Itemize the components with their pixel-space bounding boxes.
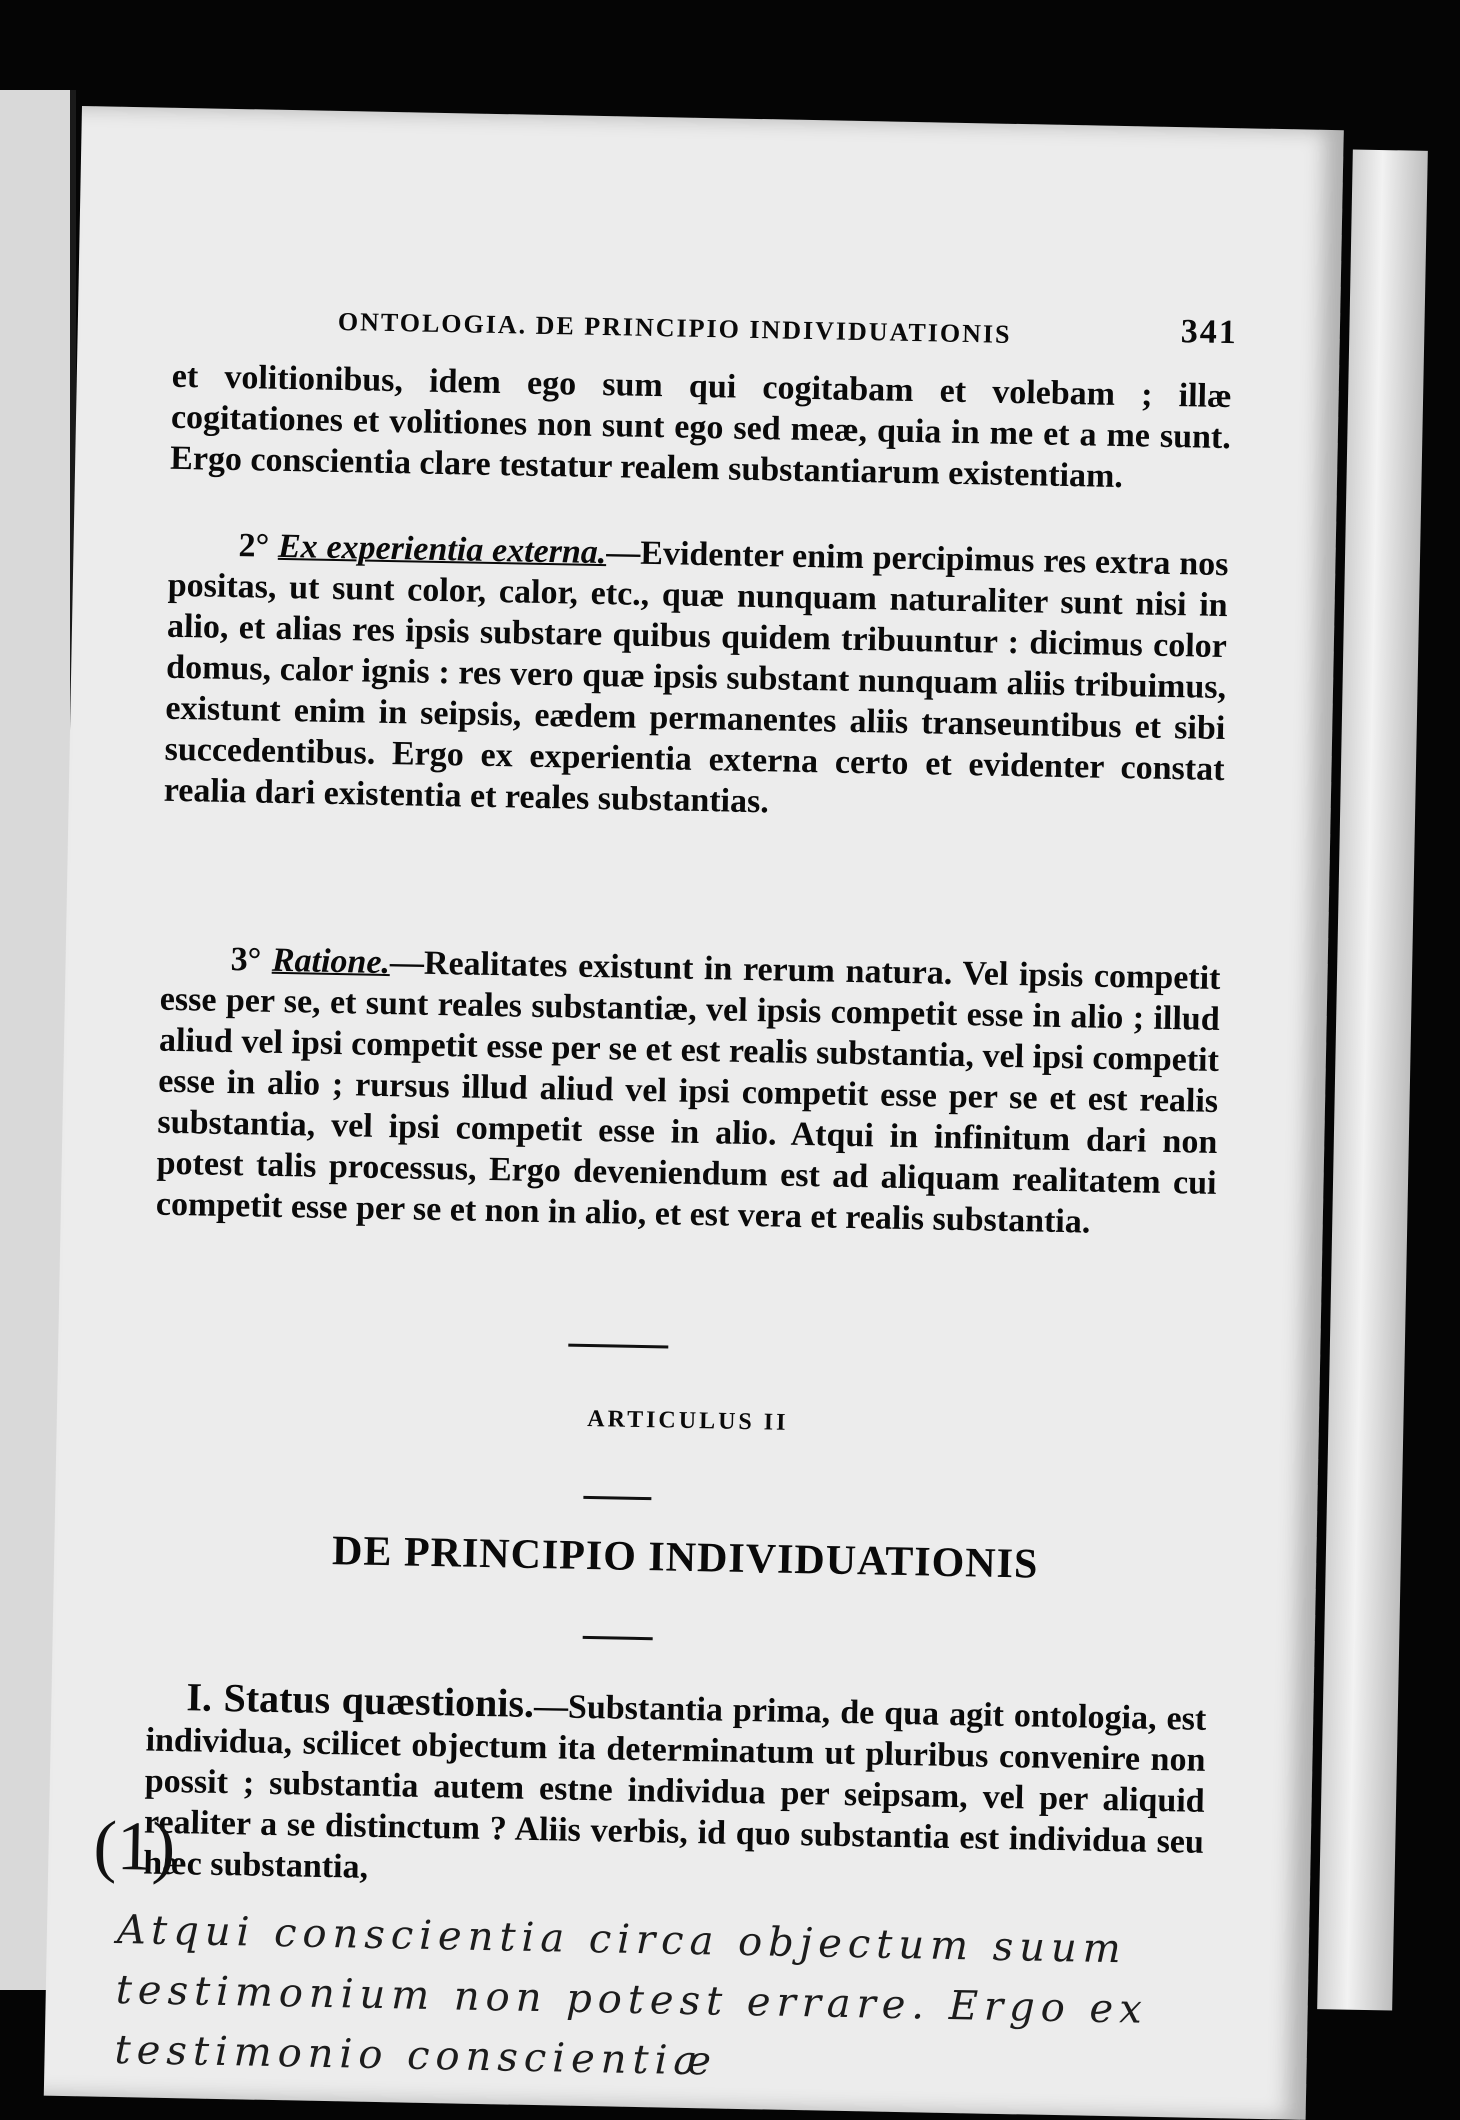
paragraph-3-body (156, 938, 1221, 1245)
paragraph-3 (156, 938, 1221, 1245)
paragraph-2-heading: Ex experientia externa. (277, 527, 607, 572)
paragraph-3-number: 3° (230, 941, 262, 979)
running-header (337, 297, 1238, 364)
handwritten-note-line-2: testimonium non potest errare. Ergo ex (115, 1967, 1149, 2033)
handwritten-note-line-1: Atqui conscientia circa objectum suum (116, 1907, 1128, 1973)
status-body (143, 1676, 1207, 1904)
divider-rule-1 (568, 1344, 668, 1349)
articulus-heading: ARTICULUS II (587, 1405, 789, 1436)
paragraph-1 (170, 356, 1232, 499)
divider-rule-2 (583, 1496, 651, 1500)
page-number: 341 (1180, 313, 1239, 352)
book-page (44, 106, 1344, 2120)
margin-annotation-mark: (1) (92, 1807, 176, 1887)
paragraph-2-number: 2° (238, 527, 270, 565)
paragraph-2 (163, 524, 1228, 831)
divider-rule-3 (583, 1636, 653, 1640)
status-text: —Substantia prima, de qua agit ontologia, est individua, scilicet objectum ita determinatum ut pluribus convenire non possit ; substantia autem estne individua per seipsam, vel per aliquid realiter a se distinctum ? Aliis verbis, id quo substantia est individua seu hæc substantia, (142, 1687, 1207, 1886)
status-paragraph (143, 1676, 1207, 1904)
paragraph-3-text: —Realitates existunt in rerum natura. Vel ipsis competit esse per se, et sunt reales substantiæ, vel ipsis competit esse in alio ; illud aliud vel ipsi competit esse per se et est realis substantia, vel ipsi competit esse in alio ; rursus illud aliud vel ipsi competit esse per se et est realis substantia, vel ipsi competit esse in alio. Atqui in infinitum dari non potest talis processus, Ergo deveniendum est ad aliquam realitatem cui competit esse per se et non in alio, et est vera et realis substantia. (155, 944, 1221, 1241)
paragraph-2-text: —Evidenter enim percipimus res extra nos positas, ut sunt color, calor, etc., quæ nunquam naturaliter sunt nisi in alio, et alias res ipsis substare quibus quidem tribuuntur : dicimus color domus, calor ignis : res vero quæ ipsis substant nunquam aliis tribuimus, existunt enim in seipsis, eædem permanentes aliis transeuntibus et sibi succedentibus. Ergo ex experientia externa certo et evidenter constat realia dari existentia et reales substantias. (163, 534, 1229, 821)
page-content (44, 106, 1344, 2120)
paragraph-2-body (163, 524, 1228, 831)
status-label: I. Status quæstionis. (186, 1674, 535, 1726)
handwritten-note-line-3: testimonio conscientiæ (114, 2026, 718, 2085)
paragraph-3-heading: Ratione. (271, 941, 391, 982)
section-title: DE PRINCIPIO INDIVIDUATIONIS (331, 1528, 1039, 1588)
running-title: ONTOLOGIA. DE PRINCIPIO INDIVIDUATIONIS (337, 306, 1012, 349)
paragraph-1-text: et volitionibus, idem ego sum qui cogitabam et volebam ; illæ cogitationes et volitiones non sunt ego sed meæ, quia in me et a me sunt. Ergo conscientia clare testatur realem substantiarum existentiam. (169, 357, 1232, 496)
